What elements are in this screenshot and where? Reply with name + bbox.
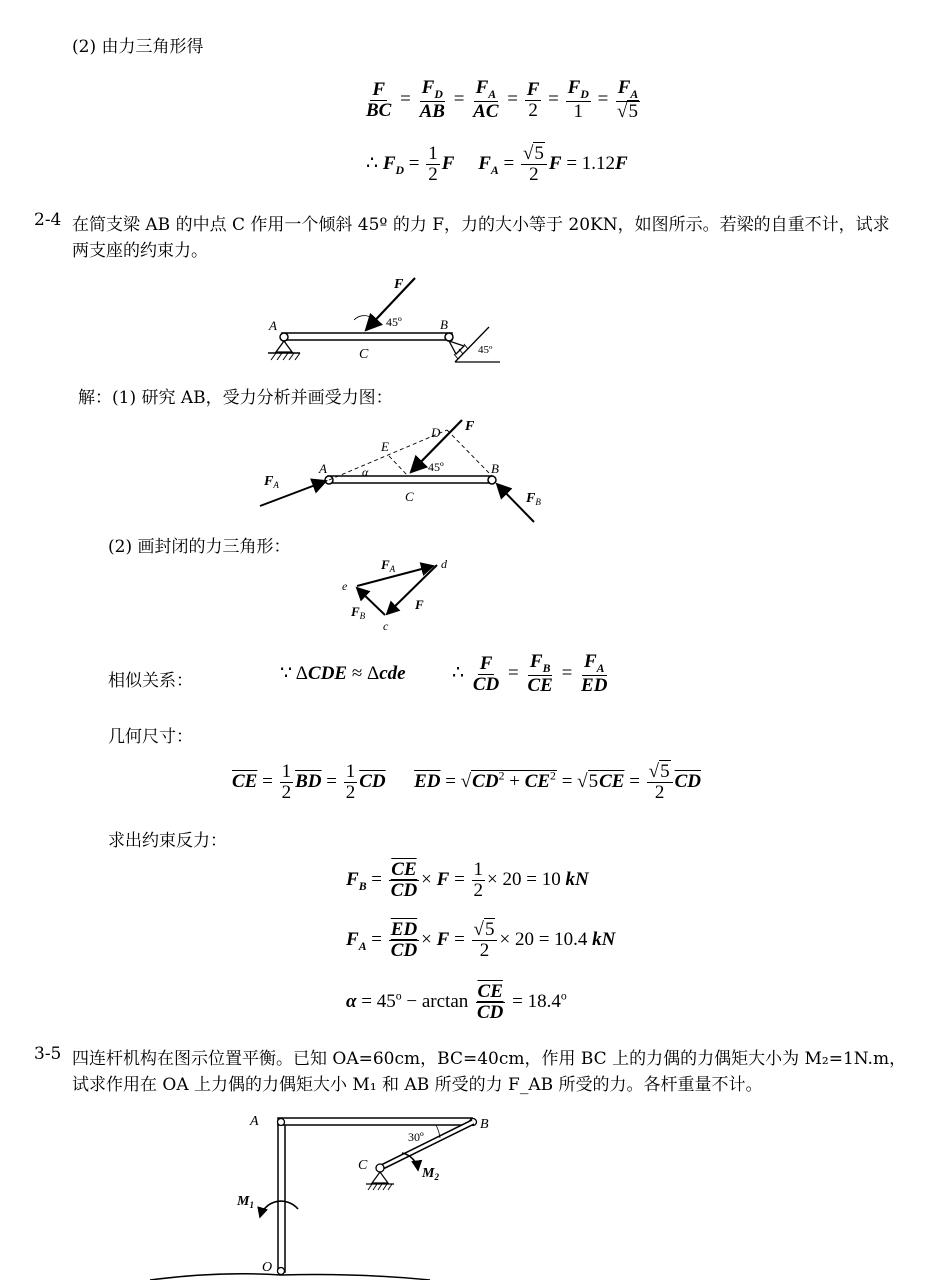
fig2-label-c: C bbox=[405, 489, 414, 504]
alpha-result-equation: $\alpha = 45^o - \arctan$ $\frac{\overline{CE}}{CD}$ = $18.4^o$ bbox=[346, 981, 567, 1023]
geometry-label: 几何尺寸： bbox=[108, 727, 193, 747]
force-triangle-ratio-equation: $\frac{F}{BC}$ = $\frac{F_D}{AB}$ = $\frac{F_A}{AC}$ = $\frac{F}{2}$ = $\frac{F_D}{1}$ = $\frac{F_A}{√5}$ bbox=[366, 77, 639, 123]
fig4-label-m1: $M_1$ bbox=[237, 1194, 254, 1210]
fig3-label-fa: $F_A$ bbox=[381, 557, 396, 574]
problem-3-5-number: 3-5 bbox=[34, 1044, 62, 1064]
support-a bbox=[276, 341, 292, 352]
problem-3-5-text-line1: 四连杆机构在图示位置平衡。已知 OA=60cm，BC=40cm，作用 BC 上的力偶的力偶矩大小为 M₂=1N.m， bbox=[72, 1049, 907, 1069]
fig4-label-m2: $M_2$ bbox=[422, 1166, 439, 1182]
fig4-label-c: C bbox=[358, 1158, 368, 1173]
bar-oa bbox=[278, 1122, 285, 1272]
problem-2-4-text-line1: 在简支梁 AB 的中点 C 作用一个倾斜 45º 的力 F，力的大小等于 20KN，如图所示。若梁的自重不计，试求 bbox=[72, 215, 890, 235]
similarity-equation: ∵ ΔCDE ≈ Δcde bbox=[280, 663, 406, 684]
fbd-dashed-geometry bbox=[329, 430, 492, 480]
fig2-label-alpha: α bbox=[362, 465, 369, 479]
four-bar-linkage-figure bbox=[140, 1105, 520, 1280]
fig3-label-fb: $F_B$ bbox=[351, 604, 366, 621]
bar-bc bbox=[380, 1122, 473, 1168]
fig1-angle-45-top: 45º bbox=[386, 315, 402, 329]
fig2-label-e: E bbox=[381, 439, 389, 454]
fig1-label-b: B bbox=[440, 317, 448, 332]
problem-2-4-text-line2: 两支座的约束力。 bbox=[72, 241, 208, 261]
fig3-label-c: c bbox=[383, 619, 389, 633]
bar-ab bbox=[278, 1118, 472, 1125]
problem-3-5-text-line2: 试求作用在 OA 上力偶的力偶矩大小 M₁ 和 AB 所受的力 F_AB 所受的力。各杆重量不计。 bbox=[72, 1075, 763, 1095]
fig2-label-f: F bbox=[465, 419, 475, 434]
fa-result-equation: $F_A$ = $\frac{\overline{ED}}{CD}$ × F = $\frac{√5}{2}$ × 20 = 10.4 kN bbox=[346, 919, 616, 961]
fig2-label-d: D bbox=[431, 425, 441, 440]
beam-problem-figure bbox=[260, 270, 510, 370]
pin-b bbox=[445, 333, 453, 341]
step2-heading: (2) 由力三角形得 bbox=[72, 37, 204, 57]
support-c bbox=[372, 1172, 388, 1183]
solution-step1: 解：(1) 研究 AB，受力分析并画受力图： bbox=[78, 388, 393, 408]
fig1-label-c: C bbox=[359, 347, 369, 362]
fig4-label-a: A bbox=[250, 1114, 259, 1129]
solution-step2: (2) 画封闭的力三角形： bbox=[108, 537, 291, 557]
fb-result-equation: $F_B$ = $\frac{\overline{CE}}{CD}$ × F = $\frac{1}{2}$ × 20 = 10 kN bbox=[346, 859, 589, 901]
fig1-angle-45-support: 45º bbox=[478, 344, 493, 356]
fig1-label-a: A bbox=[269, 318, 277, 333]
fig2-angle-45: 45º bbox=[428, 460, 444, 474]
fig2-label-a: A bbox=[319, 461, 327, 476]
fig3-label-e: e bbox=[342, 579, 348, 593]
fig2-label-fa: $F_A$ bbox=[264, 474, 279, 490]
problem-2-4-number: 2-4 bbox=[34, 210, 62, 230]
fig3-label-d: d bbox=[441, 557, 447, 571]
ground-o bbox=[150, 1274, 430, 1280]
fig2-label-fb: $F_B$ bbox=[526, 491, 541, 507]
fig2-label-b: B bbox=[491, 461, 499, 476]
beam-ab bbox=[282, 333, 452, 340]
fig4-label-o: O bbox=[262, 1260, 273, 1275]
similarity-label: 相似关系： bbox=[108, 671, 193, 691]
fd-fa-result-equation: ∴ $F_D$ = $\frac{1}{2}$ F $F_A$ = $\frac{√5}{2}$ F = 1.12F bbox=[366, 143, 628, 185]
fig1-label-f: F bbox=[394, 277, 404, 292]
fig4-angle-30: 30º bbox=[408, 1130, 424, 1144]
fig4-label-b: B bbox=[480, 1117, 489, 1132]
fig3-label-f: F bbox=[415, 597, 424, 612]
similarity-ratio-equation: ∴ $\frac{F}{CD}$ = $\frac{F_B}{CE}$ = $\frac{F_A}{ED}$ bbox=[452, 651, 608, 697]
fbd-beam bbox=[328, 476, 492, 483]
pin-a bbox=[280, 333, 288, 341]
solve-label: 求出约束反力： bbox=[108, 831, 227, 851]
force-triangle-figure bbox=[335, 552, 475, 637]
geometry-equation: $\overline{CE}$ = $\frac{1}{2}$ $\overline{BD}$ = $\frac{1}{2}$ $\overline{CD}$ $\overline{ED} = √CD^2 + CE^2 = √5\overline{CE}$ = $\frac{√5}{2}$ $\overline{CD}$ bbox=[232, 761, 702, 803]
free-body-diagram bbox=[250, 410, 570, 530]
